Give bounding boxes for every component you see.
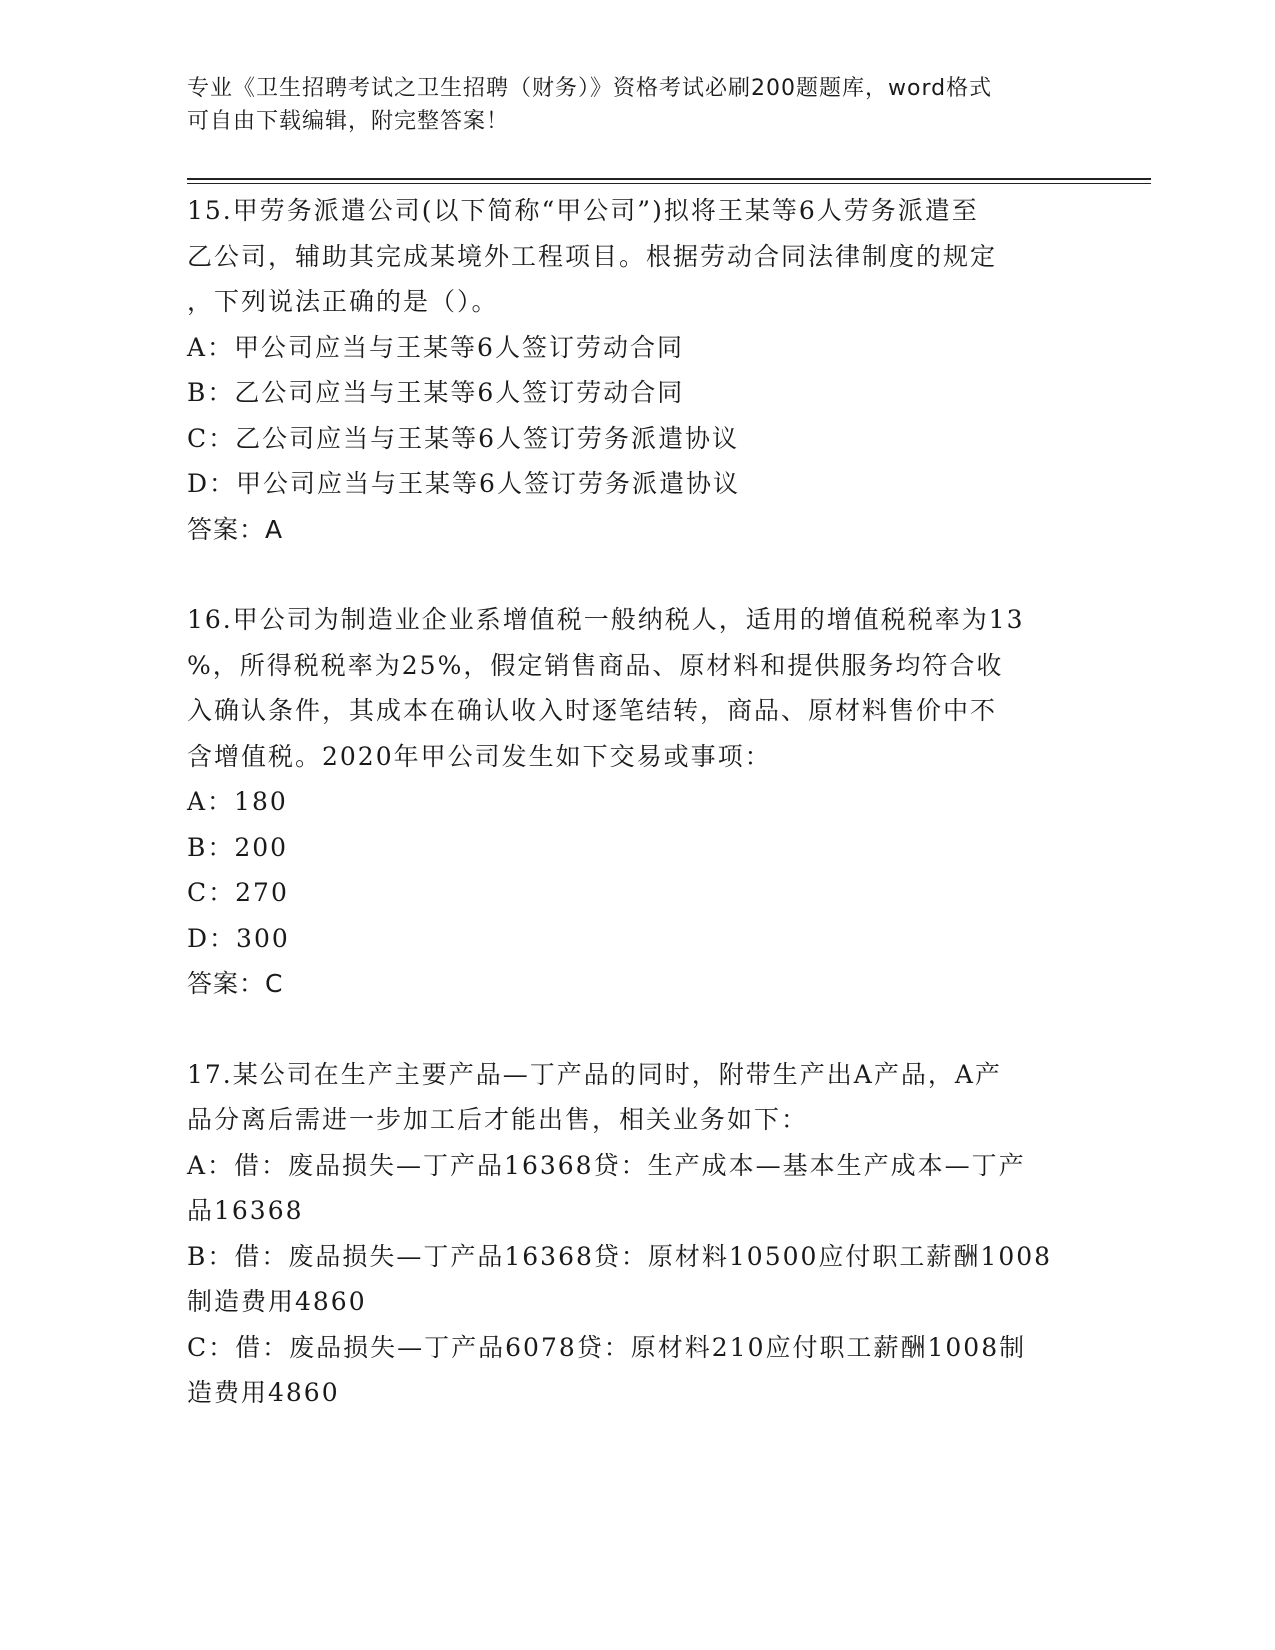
answer-option-line: D：甲公司应当与王某等6人签订劳务派遣协议 [187,469,740,498]
answer-key: 答案：C [187,969,284,998]
question-stem-line: 品分离后需进一步加工后才能出售，相关业务如下： [187,1105,809,1134]
question-block [187,1052,1087,1416]
document-header [187,72,1087,138]
question-stem-line: 17.某公司在生产主要产品—丁产品的同时，附带生产出A产品，A产 [187,1059,1002,1089]
answer-option-line: A：180 [187,787,288,816]
header-line-2: 可自由下载编辑，附完整答案！ [187,109,510,134]
question-stem-line: ，下列说法正确的是（）。 [187,287,499,316]
answer-option-line: B：借：废品损失—丁产品16368贷：原材料10500应付职工薪酬1008 [187,1241,1053,1271]
answer-option-line: C：270 [187,878,289,907]
answer-option-line: A：借：废品损失—丁产品16368贷：生产成本—基本生产成本—丁产 [187,1150,1026,1180]
question-stem-line: 乙公司，辅助其完成某境外工程项目。根据劳动合同法律制度的规定 [187,241,998,271]
question-list [187,188,1087,1416]
header-line-1: 专业《卫生招聘考试之卫生招聘（财务）》资格考试必刷200题题库，word格式 [187,76,993,101]
question-stem-line: 含增值税。2020年甲公司发生如下交易或事项： [187,741,772,771]
answer-option-line: B：乙公司应当与王某等6人签订劳动合同 [187,378,685,407]
question-block [187,597,1087,1007]
answer-option-line: A：甲公司应当与王某等6人签订劳动合同 [187,332,684,362]
header-divider-thick [187,178,1151,180]
answer-option-line: C：乙公司应当与王某等6人签订劳务派遣协议 [187,423,740,453]
header-divider-thin [187,183,1151,184]
answer-key: 答案：A [187,514,284,544]
question-stem-line: %，所得税税率为25%，假定销售商品、原材料和提供服务均符合收 [187,650,1004,680]
answer-option-line: 造费用4860 [187,1378,340,1407]
question-stem-line: 16.甲公司为制造业企业系增值税一般纳税人，适用的增值税税率为13 [187,605,1025,634]
question-stem-line: 入确认条件，其成本在确认收入时逐笔结转，商品、原材料售价中不 [187,696,998,725]
answer-option-line: D：300 [187,923,290,953]
answer-option-line: C：借：废品损失—丁产品6078贷：原材料210应付职工薪酬1008制 [187,1332,1027,1362]
answer-option-line: 品16368 [187,1196,304,1225]
question-block [187,188,1087,552]
answer-option-line: B：200 [187,832,289,862]
answer-option-line: 制造费用4860 [187,1287,367,1316]
question-stem-line: 15.甲劳务派遣公司(以下简称“甲公司”)拟将王某等6人劳务派遣至 [187,196,979,225]
